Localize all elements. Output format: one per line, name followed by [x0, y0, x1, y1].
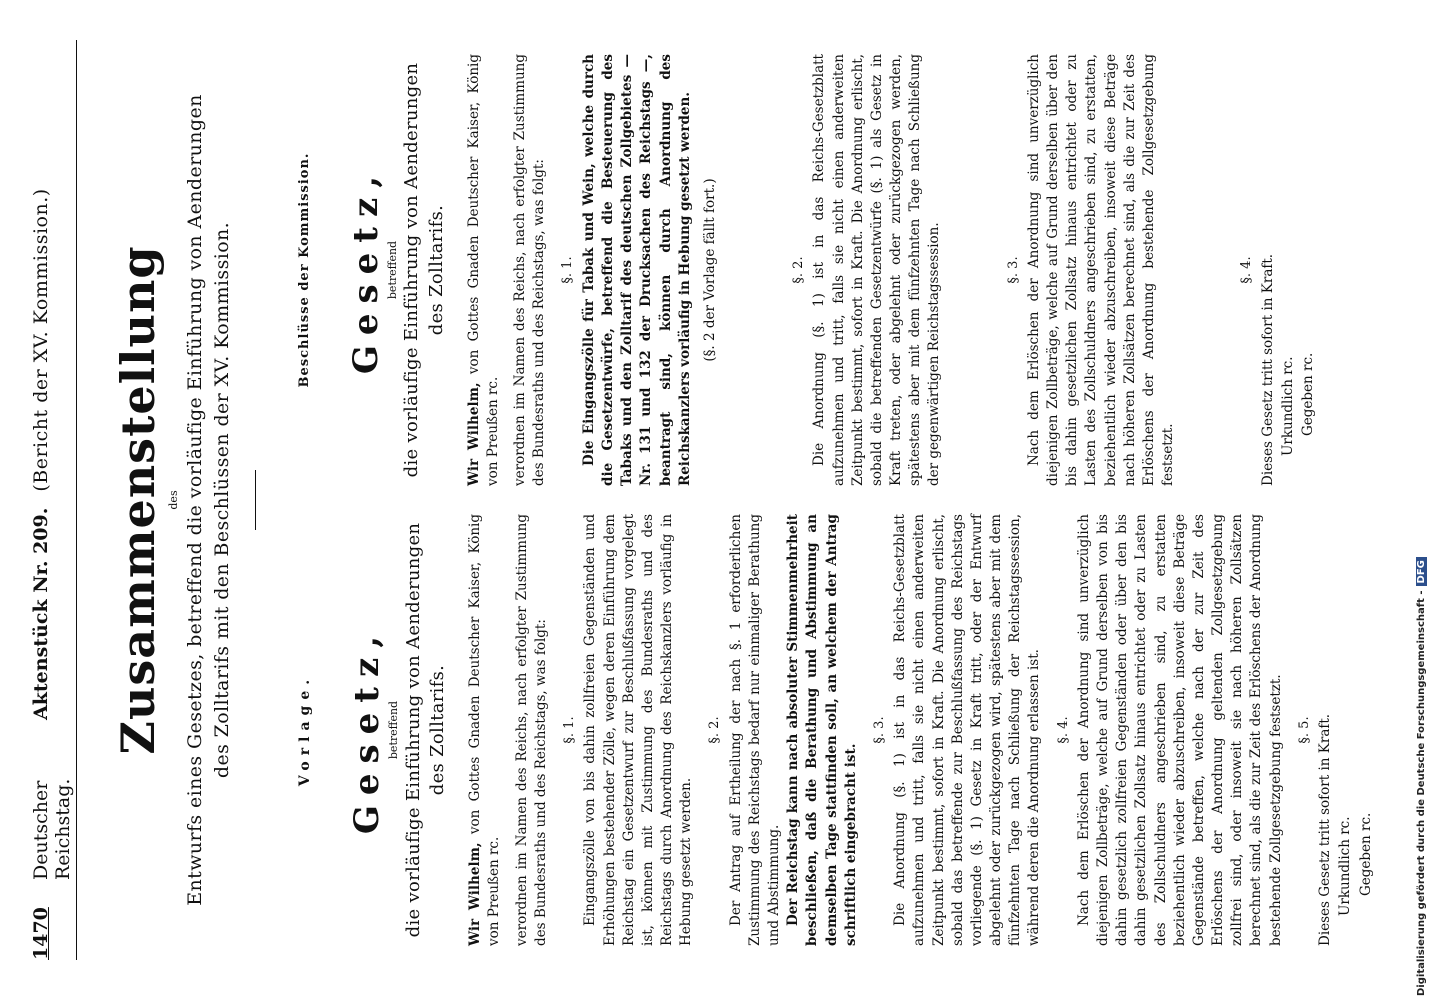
column-heading-vorlage: Vorlage.: [297, 673, 314, 787]
signature-gegeben: Gegeben rc.: [1300, 352, 1317, 436]
verordnen-text: verordnen im Namen des Reichs, nach erfolgter Zustimmung des Bundesraths und des Reichstags, was folgt:: [513, 514, 549, 946]
verordnen-text: verordnen im Namen des Reichs, nach erfolgter Zustimmung des Bundesraths und des Reichstags, was folgt:: [512, 54, 548, 486]
funding-sidenote: [1416, 6, 1427, 996]
paragraph-text: Die Anordnung (§. 1) ist in das Reichs-Gesetzblatt aufzunehmen und tritt, falls sie nicht einen anderweiten Zeitpunkt bestimmt, sofort in Kraft. Die Anordnung erlischt, sobald die betreffenden Gesetzentwürfe (§. 1) als Gesetz in Kraft treten, oder abgelehnt oder zurückgezogen werden, spätestens aber mit dem fünfzehnten Tage nach Schließung der gegenwärtigen Reichstagssession.: [811, 54, 943, 486]
paragraph-label: §. 3.: [871, 716, 887, 744]
page-header: [30, 40, 77, 960]
paragraph-label: §. 3.: [1005, 256, 1021, 284]
paragraph-text: Dieses Gesetz tritt sofort in Kraft.: [1259, 253, 1276, 486]
law-heading: Gesetz,: [345, 165, 386, 375]
column-vorlage: [296, 500, 1376, 960]
column-heading-beschluesse: Beschlüsse der Kommission.: [297, 152, 313, 388]
paragraph-omitted-note: (§. 2 der Vorlage fällt fort.): [701, 178, 718, 362]
column-beschluesse: [296, 40, 1376, 500]
title-des: des: [167, 490, 180, 510]
title-divider: [255, 470, 256, 530]
law-heading: Gesetz,: [347, 625, 388, 835]
preamble-rest: von Gottes Gnaden Deutscher Kaiser, König von Preußen rc.: [467, 514, 503, 946]
paragraph-label: §. 2.: [791, 256, 807, 284]
law-title: die vorläufige Einführung von Aenderungen des Zolltarifs.: [401, 62, 447, 478]
signature-urkundlich: Urkundlich rc.: [1337, 816, 1354, 916]
header-report: (Bericht der XV. Kommission.): [30, 188, 52, 492]
paragraph-text: Der Reichstag kann nach absoluter Stimmenmehrheit beschließen, daß die Berathung und Abstimmung an demselben Tage stattfinden soll, an welchem der Antrag schriftlich eingebracht ist.: [785, 514, 859, 946]
preamble-rest: von Gottes Gnaden Deutscher Kaiser, König von Preußen rc.: [465, 54, 501, 486]
paragraph-label: §. 4.: [1055, 716, 1071, 744]
preamble: [466, 514, 504, 946]
paragraph-text: Dieses Gesetz tritt sofort in Kraft.: [1317, 713, 1334, 946]
paragraph-label: §. 2.: [707, 716, 723, 744]
preamble-emperor: Wir Wilhelm,: [465, 382, 482, 486]
paragraph-label: §. 1.: [560, 256, 576, 284]
funding-note-text: Digitalisierung gefördert durch die Deutsche Forschungsgemeinschaft -: [1416, 590, 1427, 996]
preamble-emperor: Wir Wilhelm,: [467, 842, 484, 946]
document-subtitle: Entwurfs eines Gesetzes, betreffend die vorläufige Einführung von Aenderungen des Zolltarifs mit den Beschlüssen der XV. Kommission.: [184, 94, 233, 906]
paragraph-text: Nach dem Erlöschen der Anordnung sind unverzüglich diejenigen Zollbeträge, welche auf Grund derselben von bis dahin gesetzlich zollfreien Gegenständen oder über den bis dahin gesetzlichen Zollsatz hinaus entrichtet oder zu Lasten des Zollschuldners angeschrieben sind, zu erstatten beziehentlich wieder abzuschreiben, insoweit diese Beträge Gegenstände betreffen, welche nach der zur Zeit des Erlöschens der Anordnung geltenden Zollgesetzgebung zollfrei sind, oder insoweit sie nach höheren Zollsätzen berechnet sind, als die zur Zeit des Erlöschens der Anordnung bestehende Zollgesetzgebung festsetzt.: [1075, 514, 1284, 946]
paragraph-text: Die Eingangszölle für Tabak und Wein, welche durch die Gesetzentwürfe, betreffend die Besteuerung des Tabaks und den Zolltarif des deutschen Zollgebietes — Nr. 131 und 132 der Drucksachen des Reichstags —, beantragt sind, können durch Anordnung des Reichskanzlers vorläufig in Hebung gesetzt werden.: [580, 54, 693, 486]
paragraph-text: Eingangszölle von bis dahin zollfreien Gegenständen und Erhöhungen bestehender Zölle, wegen deren Einführung dem Reichstag ein Gesetzentwurf zur Beschlußfassung vorgelegt ist, können mit Zustimmung des Bundesraths und des Reichstags durch Anordnung des Reichskanzlers vorläufig in Hebung gesetzt werden.: [582, 514, 695, 946]
paragraph-text: Nach dem Erlöschen der Anordnung sind unverzüglich diejenigen Zollbeträge, welche auf Grund derselben über den bis dahin gesetzlichen Zollsatz hinaus entrichtet oder zu Lasten des Zollschuldners angeschrieben sind, zu erstatten, beziehentlich wieder abzuschreiben, insoweit diese Beträge nach höheren Zollsätzen berechnet sind, als die zur Zeit des Erlöschens der Anordnung bestehende Zollgesetzgebung festsetzt.: [1026, 54, 1177, 486]
dfg-logo: DFG: [1416, 557, 1427, 586]
paragraph-label: §. 1.: [561, 716, 577, 744]
law-betreffend: betreffend: [387, 700, 401, 760]
document-title: Zusammenstellung: [111, 245, 165, 755]
paragraph-text: Der Antrag auf Ertheilung der nach §. 1 erforderlichen Zustimmung des Reichstags bedarf nur einmaliger Berathung und Abstimmung.: [727, 514, 783, 946]
preamble: [465, 54, 503, 486]
paragraph-text: Die Anordnung (§. 1) ist in das Reichs-Gesetzblatt aufzunehmen und tritt, falls sie nicht einen anderweiten Zeitpunkt bestimmt, sofort in Kraft. Die Anordnung erlischt, sobald das betreffende zur Beschlußfassung des Reichstags vorliegende (§. 1) Gesetz in Kraft tritt, oder der Entwurf abgelehnt oder zurückgezogen wird, spätestens aber mit dem fünfzehnten Tage nach Schließung der Reichstagssession, während deren die Anordnung erlassen ist.: [892, 514, 1043, 946]
paragraph-label: §. 4.: [1239, 256, 1255, 284]
law-betreffend: betreffend: [385, 240, 399, 300]
signature-urkundlich: Urkundlich rc.: [1279, 356, 1296, 456]
law-title: die vorläufige Einführung von Aenderungen des Zolltarifs.: [402, 522, 448, 938]
header-document-number: Aktenstück Nr. 209.: [30, 507, 52, 720]
header-org: Deutscher Reichstag.: [30, 778, 74, 880]
paragraph-label: §. 5.: [1296, 716, 1312, 744]
signature-gegeben: Gegeben rc.: [1357, 812, 1374, 896]
comparison-columns: [296, 40, 1376, 960]
page-number: 1470: [30, 907, 52, 960]
